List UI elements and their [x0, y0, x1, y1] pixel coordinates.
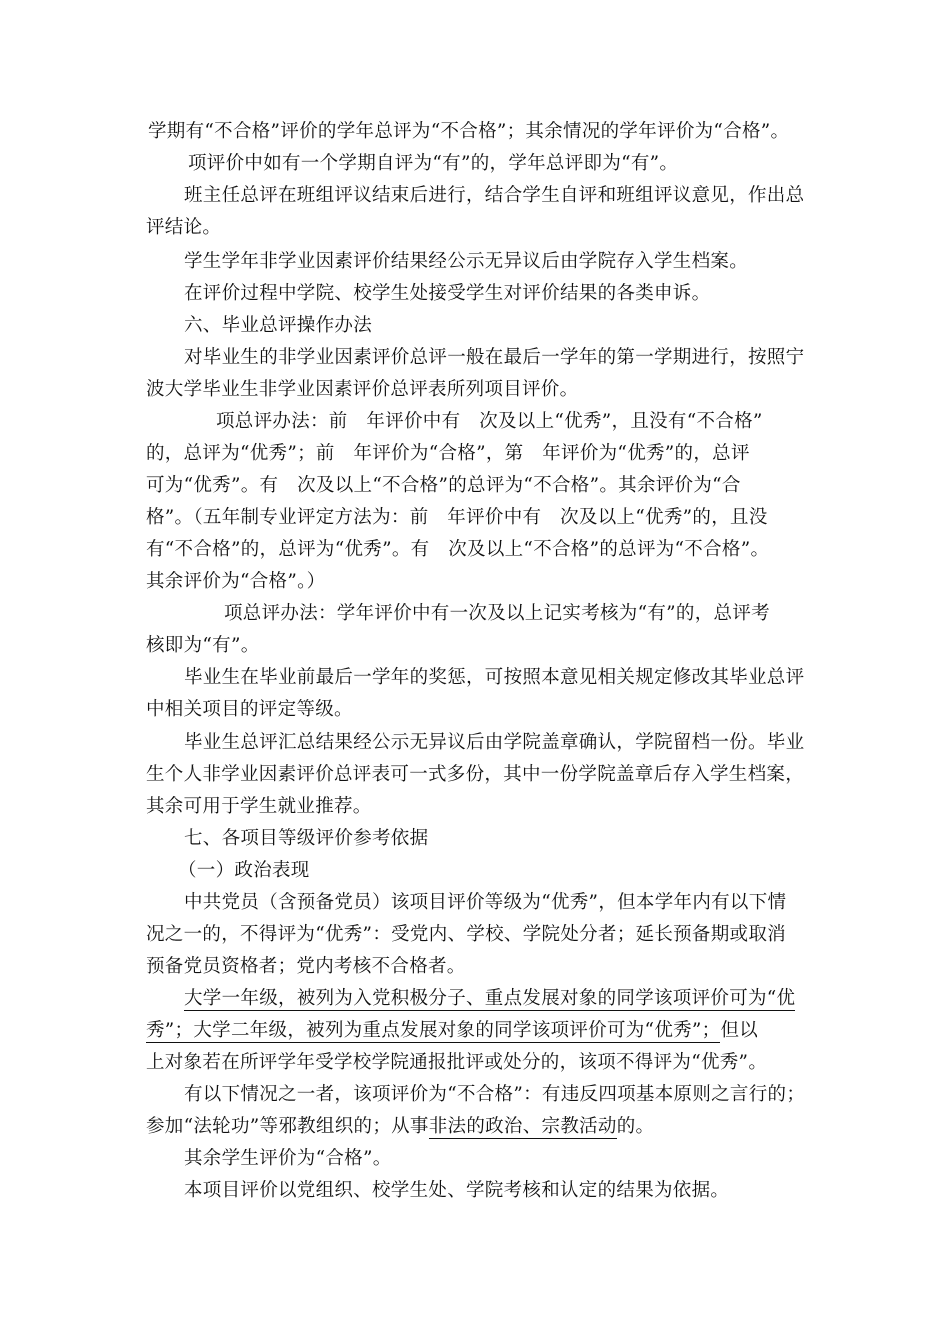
text-line: 格”。（五年制专业评定方法为：前 年评价中有 次及以上“优秀”的，且没	[146, 507, 768, 528]
text-line: 毕业生在毕业前最后一学年的奖惩，可按照本意见相关规定修改其毕业总评	[184, 667, 805, 688]
text-line: 项评价中如有一个学期自评为“有”的，学年总评即为“有”。	[188, 153, 679, 174]
text-line	[146, 1019, 758, 1043]
text-line: 班主任总评在班组评议结束后进行，结合学生自评和班组评议意见，作出总	[184, 185, 805, 206]
underlined-text: 非法的政治、宗教活动	[428, 1116, 617, 1137]
text-line: 预备党员资格者；党内考核不合格者。	[146, 956, 466, 977]
text-line: 有“不合格”的，总评为“优秀”。有 次及以上“不合格”的总评为“不合格”。	[146, 539, 770, 560]
text-run: 参加“法轮功”等邪教组织的；从事	[146, 1116, 429, 1137]
underlined-text: 大学一年级，被列为入党积极分子、重点发展对象的同学该项评价可为“优	[184, 988, 796, 1009]
section-heading: 七、各项目等级评价参考依据	[184, 828, 429, 849]
text-line: 学生学年非学业因素评价结果经公示无异议后由学院存入学生档案。	[184, 251, 749, 272]
text-line: 的，总评为“优秀”；前 年评价为“合格”，第 年评价为“优秀”的，总评	[146, 443, 750, 464]
text-line: 其余可用于学生就业推荐。	[146, 796, 372, 817]
text-line	[146, 1115, 654, 1139]
text-run: 的。	[616, 1116, 655, 1137]
text-line: 毕业生总评汇总结果经公示无异议后由学院盖章确认，学院留档一份。毕业	[184, 732, 805, 753]
text-line: 可为“优秀”。有 次及以上“不合格”的总评为“不合格”。其余评价为“合	[146, 475, 741, 496]
subsection-heading: （一）政治表现	[178, 860, 310, 881]
text-line: 项总评办法：前 年评价中有 次及以上“优秀”，且没有“不合格”	[216, 411, 763, 432]
text-line: 评结论。	[146, 217, 222, 238]
text-line	[184, 987, 795, 1011]
text-line: 波大学毕业生非学业因素评价总评表所列项目评价。	[146, 379, 579, 400]
section-heading: 六、毕业总评操作办法	[184, 315, 373, 336]
text-line: 有以下情况之一者，该项评价为“不合格”：有违反四项基本原则之言行的；	[184, 1084, 806, 1105]
text-line: 中共党员（含预备党员）该项目评价等级为“优秀”，但本学年内有以下情	[184, 892, 787, 913]
text-line: 核即为“有”。	[146, 635, 260, 656]
text-line: 其余评价为“合格”。）	[146, 571, 326, 592]
text-line: 在评价过程中学院、校学生处接受学生对评价结果的各类申诉。	[184, 283, 711, 304]
text-line: 上对象若在所评学年受学校学院通报批评或处分的，该项不得评为“优秀”。	[146, 1052, 768, 1073]
text-line: 对毕业生的非学业因素评价总评一般在最后一学年的第一学期进行，按照宁	[184, 347, 805, 368]
text-line: 其余学生评价为“合格”。	[184, 1148, 392, 1169]
text-line: 况之一的，不得评为“优秀”：受党内、学校、学院处分者；延长预备期或取消	[146, 924, 786, 945]
text-line: 中相关项目的评定等级。	[146, 699, 353, 720]
text-run: 但以	[720, 1020, 759, 1041]
text-line: 学期有“不合格”评价的学年总评为“不合格”；其余情况的学年评价为“合格”。	[148, 121, 790, 142]
text-line: 项总评办法：学年评价中有一次及以上记实考核为“有”的，总评考	[224, 603, 770, 624]
text-line: 本项目评价以党组织、校学生处、学院考核和认定的结果为依据。	[184, 1180, 730, 1201]
text-line: 生个人非学业因素评价总评表可一式多份，其中一份学院盖章后存入学生档案，	[146, 764, 805, 785]
underlined-text: 秀”；大学二年级，被列为重点发展对象的同学该项评价可为“优秀”；	[146, 1020, 721, 1041]
